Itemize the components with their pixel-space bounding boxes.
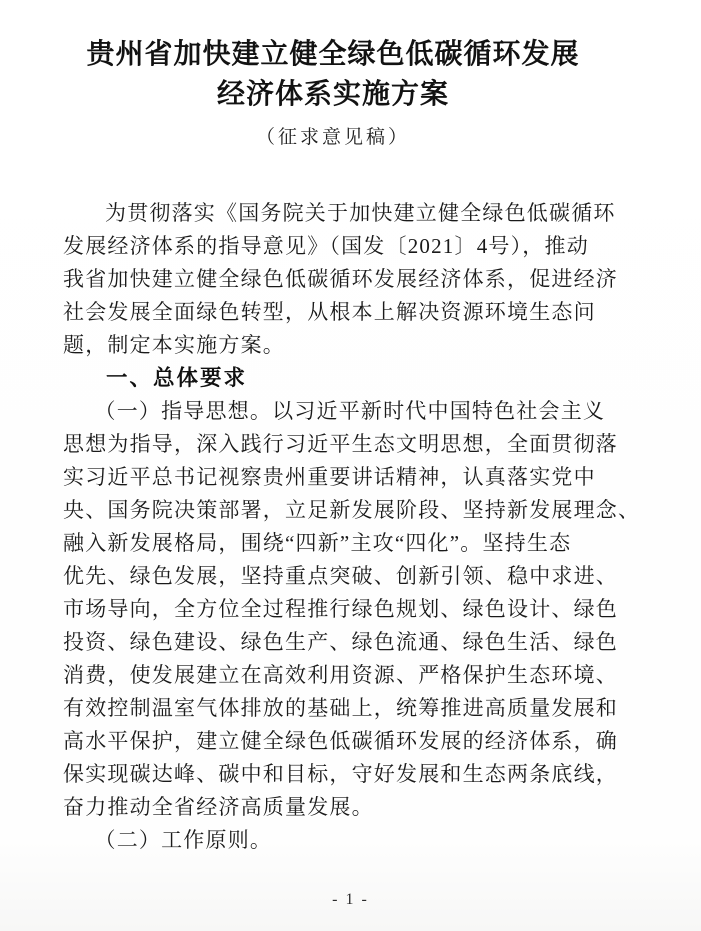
paragraph-2 [63, 395, 641, 824]
paragraph-1 [63, 197, 618, 362]
body-line: 高水平保护，建立健全绿色低碳循环发展的经济体系，确 [63, 729, 618, 753]
body-line: 社会发展全面绿色转型，从根本上解决资源环境生态问 [63, 300, 596, 324]
body-line: 央、国务院决策部署，立足新发展阶段、坚持新发展理念、 [63, 498, 641, 522]
body-line: 投资、绿色建设、绿色生产、绿色流通、绿色生活、绿色 [63, 630, 618, 654]
title-line-2: 经济体系实施方案 [216, 78, 449, 109]
body-line: 优先、绿色发展，坚持重点突破、创新引领、稳中求进、 [63, 564, 618, 588]
document-content [63, 0, 641, 857]
document-subtitle: （征求意见稿） [255, 127, 410, 148]
body-line: （一）指导思想。以习近平新时代中国特色社会主义 [94, 399, 606, 423]
body-line: 为贯彻落实《国务院关于加快建立健全绿色低碳循环 [105, 201, 616, 225]
document-body [63, 197, 641, 857]
section-heading-1: 一、总体要求 [106, 366, 248, 390]
body-line: 消费，使发展建立在高效利用资源、严格保护生态环境、 [63, 663, 618, 687]
body-line: 融入新发展格局，围绕“四新”主攻“四化”。坚持生态 [63, 531, 572, 555]
body-line: 保实现碳达峰、碳中和目标，守好发展和生态两条底线， [63, 762, 618, 786]
body-line: 题，制定本实施方案。 [63, 333, 285, 357]
body-line: 奋力推动全省经济高质量发展。 [63, 795, 374, 819]
body-line: 市场导向，全方位全过程推行绿色规划、绿色设计、绿色 [63, 597, 618, 621]
title-line-1: 贵州省加快建立健全绿色低碳循环发展 [86, 38, 580, 69]
body-line: （二）工作原则。 [94, 828, 273, 852]
body-line: 实习近平总书记视察贵州重要讲话精神，认真落实党中 [63, 465, 596, 489]
body-line: 思想为指导，深入践行习近平生态文明思想，全面贯彻落 [63, 432, 618, 456]
body-line: 有效控制温室气体排放的基础上，统筹推进高质量发展和 [63, 696, 618, 720]
paragraph-3 [63, 824, 603, 857]
body-line: 发展经济体系的指导意见》（国发〔2021〕4号），推动 [63, 234, 589, 258]
page-number: - 1 - [332, 891, 369, 908]
body-line: 我省加快建立健全绿色低碳循环发展经济体系，促进经济 [63, 267, 618, 291]
document-title [63, 34, 603, 114]
